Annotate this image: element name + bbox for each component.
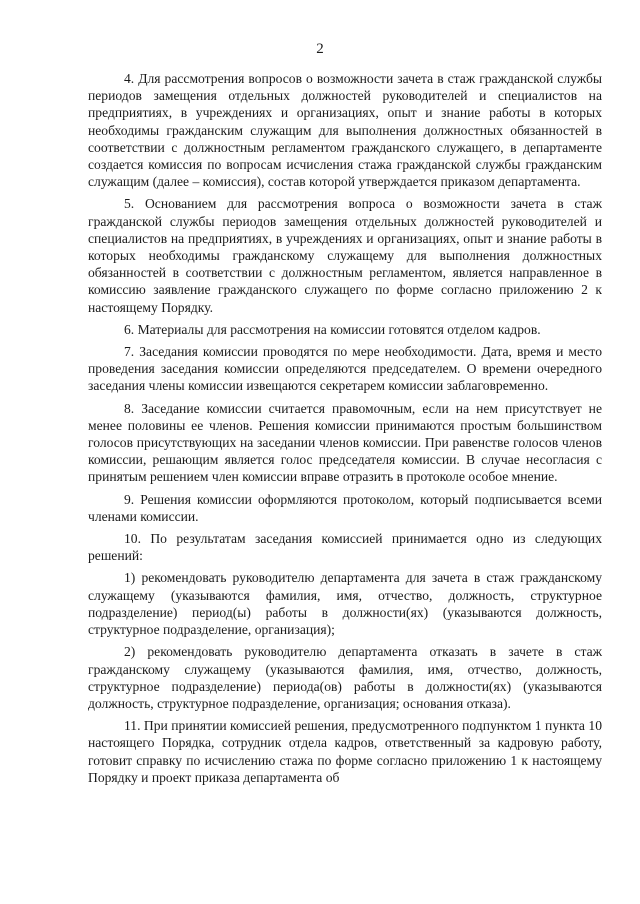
paragraph-10: 10. По результатам заседания комиссией принимается одно из следующих решений: [88,531,602,564]
document-body [88,70,602,791]
paragraph-7: 7. Заседания комиссии проводятся по мере необходимости. Дата, время и место проведения заседания комиссии определяются председателем. О времени очередного заседания члены комиссии извещаются секретарем комиссии заблаговременно. [88,344,602,394]
subparagraph-10-1: 1) рекомендовать руководителю департамента для зачета в стаж гражданскому служащему (указываются фамилия, имя, отчество, должность, структурное подразделение) период(ы) работы в должности(ях) (указываются должность, структурное подразделение, организация); [88,570,602,638]
paragraph-11: 11. При принятии комиссией решения, предусмотренного подпунктом 1 пункта 10 настоящего Порядка, сотрудник отдела кадров, ответственный за кадровую работу, готовит справку по исчислению стажа по форме согласно приложению 1 к настоящему Порядку и проект приказа департамента об [88,718,602,785]
subparagraph-10-2: 2) рекомендовать руководителю департамента отказать в зачете в стаж гражданскому служащему (указываются фамилия, имя, отчество, должность, структурное подразделение) периода(ов) работы в должности(ях) (указываются должность, структурное подразделение, организация; основания отказа). [88,644,602,711]
paragraph-9: 9. Решения комиссии оформляются протоколом, который подписывается всеми членами комиссии. [88,491,602,524]
paragraph-6: 6. Материалы для рассмотрения на комиссии готовятся отделом кадров. [124,321,541,337]
paragraph-5: 5. Основанием для рассмотрения вопроса о возможности зачета в стаж гражданской службы периодов замещения отдельных должностей руководителей и специалистов на предприятиях, в учреждениях и организациях, опыт и знание работы в которых необходимы гражданскому служащему для выполнения должностных обязанностей в соответствии с должностным регламентом, является направленное в комиссию заявление гражданского служащего по форме согласно приложению 2 к настоящему Порядку. [88,196,602,315]
page-number: 2 [316,41,324,57]
paragraph-8: 8. Заседание комиссии считается правомочным, если на нем присутствует не менее половины ее членов. Решения комиссии принимаются простым большинством голосов присутствующих на заседании членов комиссии. При равенстве голосов членов комиссии, решающим является голос председателя комиссии. В случае несогласия с принятым решением член комиссии вправе отразить в протоколе особое мнение. [88,400,602,485]
paragraph-4: 4. Для рассмотрения вопросов о возможности зачета в стаж гражданской службы периодов замещения отдельных должностей руководителей и специалистов на предприятиях, в учреждениях и организациях, опыт и знание работы в которых необходимы гражданским служащим для выполнения должностных обязанностей в соответствии с должностным регламентом гражданского служащего, в департаменте создается комиссия по вопросам исчисления стажа гражданской службы гражданским служащим (далее – комиссия), состав которой утверждается приказом департамента. [88,71,602,190]
